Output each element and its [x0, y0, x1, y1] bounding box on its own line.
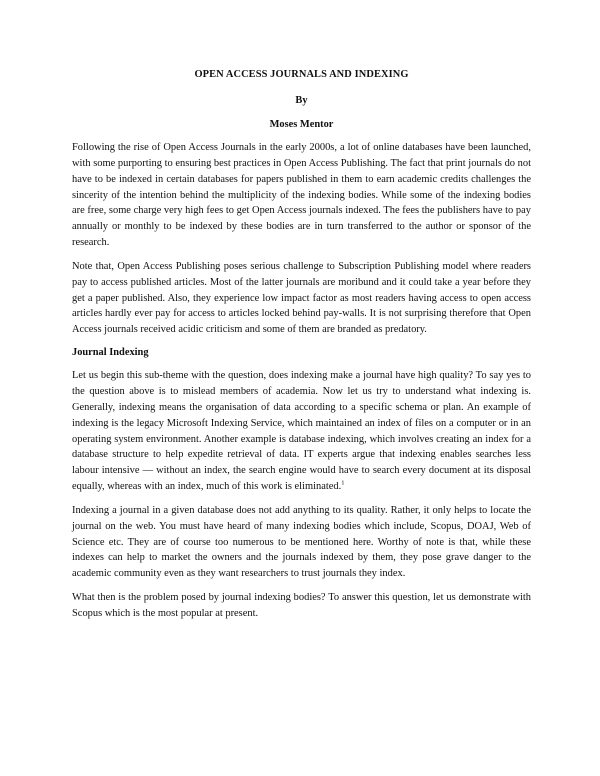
paragraph-indexing-definition — [72, 368, 531, 495]
author-name: Moses Mentor — [269, 119, 334, 130]
byline: By — [295, 95, 308, 106]
document-title: OPEN ACCESS JOURNALS AND INDEXING — [194, 69, 409, 80]
paragraph-problem-question: What then is the problem posed by journal indexing bodies? To answer this question, let us demonstrate with Scopus which is the most popular at present. — [72, 592, 531, 619]
section-heading-journal-indexing: Journal Indexing — [72, 347, 149, 359]
paragraph-subscription-model: Note that, Open Access Publishing poses serious challenge to Subscription Publishing model where readers pay to access published articles. Most of the latter journals are moribund and it could take a year before they get a paper published. Also, they experience low impact factor as most readers having access to open access articles hardly ever pay for access to articles locked behind pay-walls. It is not surprising therefore that Open Access journals received acidic criticism and some of them are branded as predatory. — [72, 260, 531, 336]
paragraph-indexing-quality: Indexing a journal in a given database does not add anything to its quality. Rather, it only helps to locate the journal on the web. You must have heard of many indexing bodies which include, Scopus, DOAJ, Web of Science etc. They are of course too numerous to be mentioned here. Worthy of note is that, while these indexes can help to market the owners and the journals indexed by them, they pose grave danger to the academic community even as they want researchers to trust journals they index. — [72, 504, 531, 580]
footnote-marker: 1 — [341, 479, 345, 487]
paragraph-intro: Following the rise of Open Access Journals in the early 2000s, a lot of online databases have been launched, with some purporting to ensuring best practices in Open Access Publishing. The fact that print journals do not have to be indexed in certain databases for papers published in them to earn academic credits challenges the sincerity of the intention behind the multiplicity of the indexing bodies. While some of the indexing bodies are free, some charge very high fees to get Open Access journals indexed. The fees the publishers have to pay annually or monthly to be indexed by these bodies are in turn transferred to the author or sponsor of the research. — [72, 142, 531, 249]
document-body — [72, 68, 531, 630]
paragraph-indexing-definition-text: Let us begin this sub-theme with the question, does indexing make a journal have high quality? To say yes to the question above is to mislead members of academia. Now let us try to understand what indexing is. Generally, indexing means the organisation of data according to a specific schema or plan. An example of indexing is the legacy Microsoft Indexing Service, which maintained an index of files on a computer or in an operating system environment. Another example is database indexing, which involves creating an index for a database structure to help expedite retrieval of data. IT experts argue that indexing enables searches less labour intensive — without an index, the search engine would have to search every document at its disposal equally, whereas with an index, much of this work is eliminated. — [72, 370, 531, 493]
